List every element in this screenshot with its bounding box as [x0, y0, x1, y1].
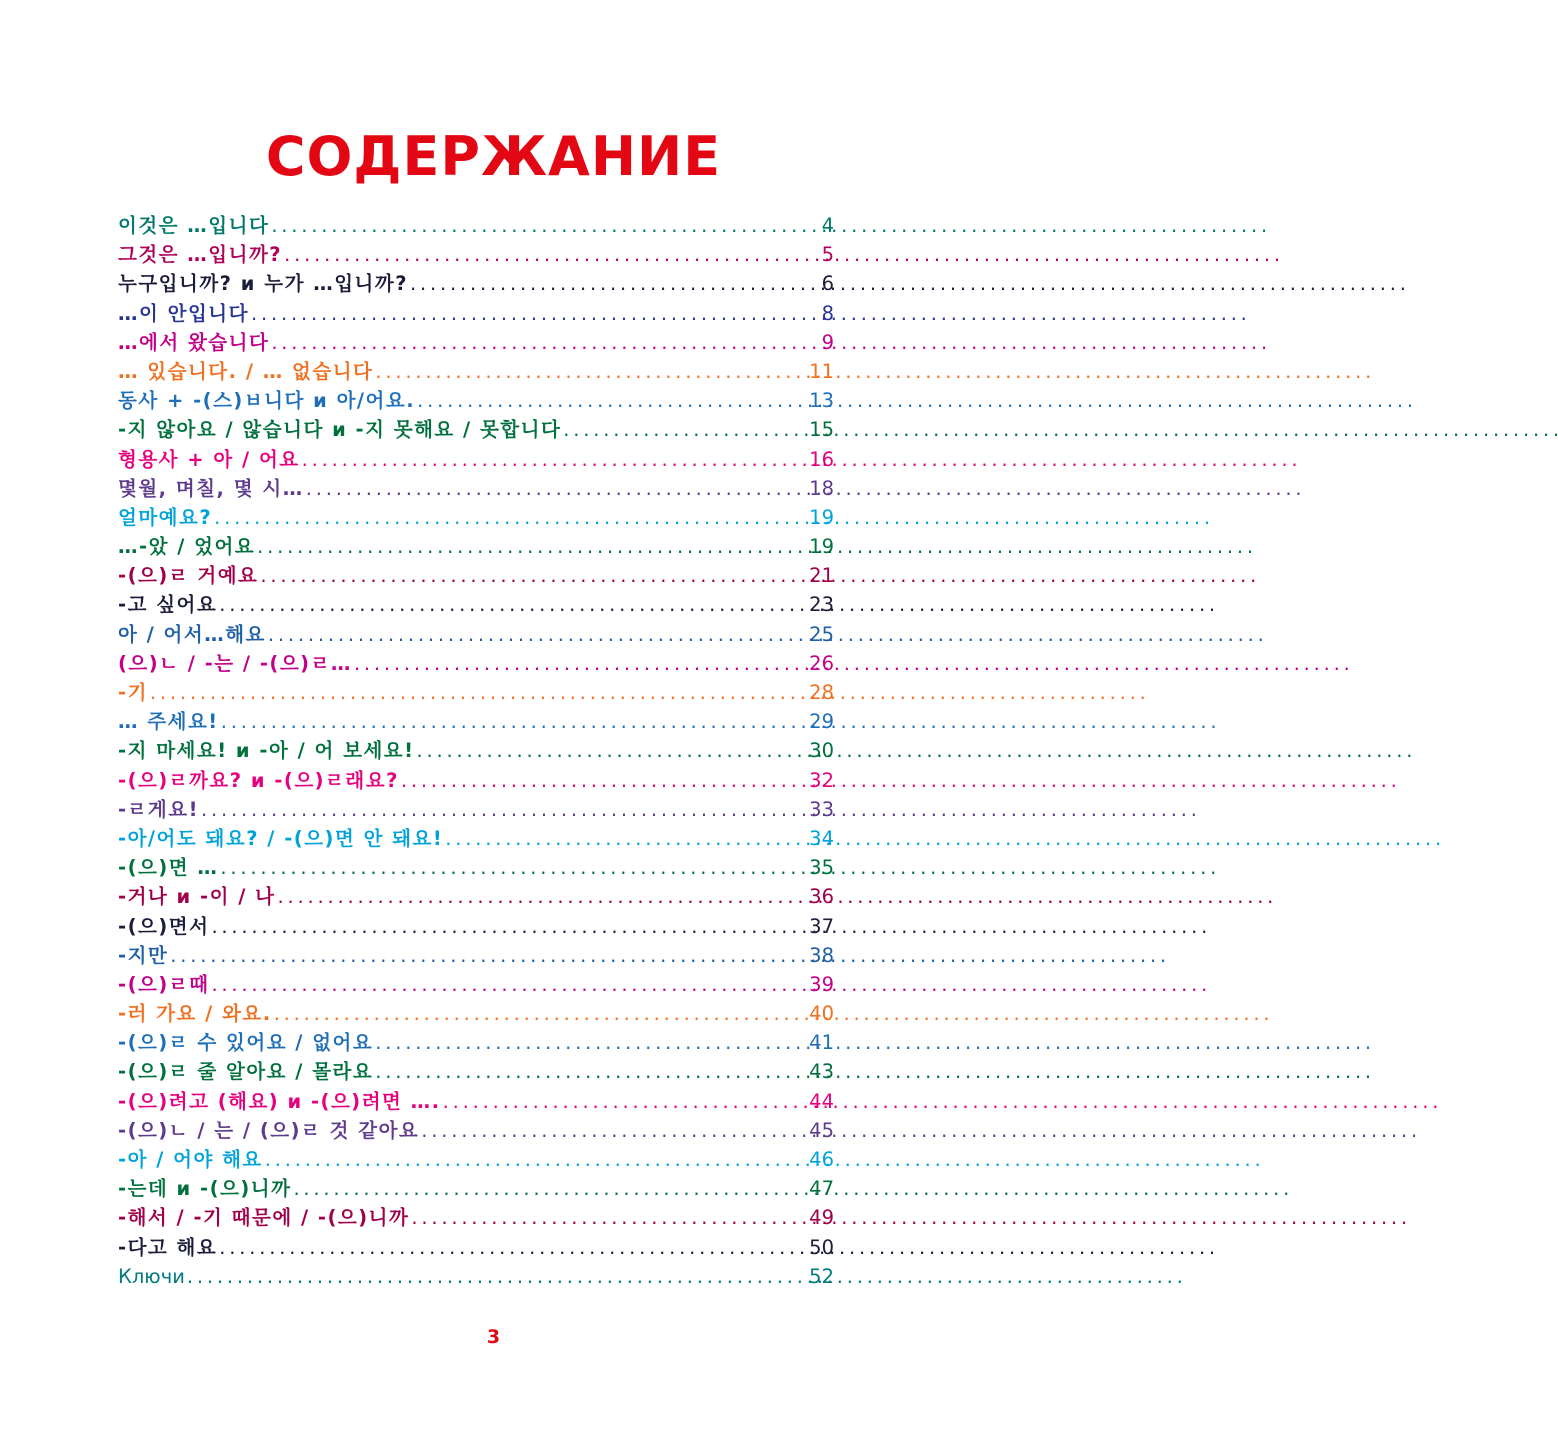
toc-entry-page-number: 6 [821, 272, 834, 296]
dot-leader [209, 912, 808, 941]
toc-entry-title: -(으)ㄴ / 는 / (으)ㄹ 것 같아요 [118, 1118, 420, 1142]
toc-entry[interactable] [118, 1057, 834, 1086]
toc-entry-title: 얼마예요? [118, 505, 213, 529]
toc-entry[interactable] [118, 882, 834, 911]
dot-leader [399, 766, 808, 795]
toc-entry-title: -기 [118, 681, 148, 704]
toc-entry[interactable] [118, 1087, 834, 1116]
toc-entry-page-number: 36 [809, 885, 834, 909]
toc-entry-page-number: 15 [809, 418, 834, 442]
dot-leader [148, 678, 808, 707]
toc-entry[interactable] [118, 211, 834, 240]
toc-entry-page-number: 39 [809, 972, 834, 996]
toc-entry[interactable] [118, 590, 834, 619]
toc-entry-page-number: 41 [809, 1031, 834, 1055]
toc-entry-title: 아 / 어서…해요 [118, 622, 266, 646]
dot-leader [373, 357, 808, 386]
toc-entry-page-number: 11 [809, 359, 834, 383]
toc-entry-page-number: 32 [809, 768, 834, 792]
toc-entry-page-number: 18 [809, 476, 834, 500]
dot-leader [441, 1087, 809, 1116]
page-number: 3 [486, 1326, 501, 1348]
toc-entry-page-number: 37 [809, 914, 834, 938]
dot-leader [272, 999, 808, 1028]
dot-leader [561, 415, 808, 444]
toc-entry-page-number: 52 [809, 1264, 834, 1288]
toc-entry-title: 몇월, 며칠, 몇 시… [118, 476, 304, 500]
toc-entry[interactable] [118, 766, 834, 795]
dot-leader [352, 649, 808, 678]
dot-leader [209, 970, 808, 999]
dot-leader [304, 474, 808, 503]
toc-entry-title: 누구입니까? и 누가 …입니까? [118, 272, 409, 296]
toc-entry[interactable] [118, 853, 834, 882]
toc-entry-title: -지 않아요 / 않습니다 и -지 못해요 / 못합니다 [118, 418, 562, 442]
toc-entry-page-number: 50 [809, 1235, 834, 1259]
toc-entry-title: -(으)려고 (해요) и -(으)려면 …. [118, 1089, 441, 1113]
dot-leader [217, 590, 808, 619]
table-of-contents [118, 211, 834, 1291]
dot-leader [419, 1116, 808, 1145]
toc-entry-title: -는데 и -(으)니까 [118, 1177, 292, 1201]
toc-entry[interactable] [118, 649, 834, 678]
toc-entry[interactable] [118, 1262, 834, 1291]
toc-entry[interactable] [118, 415, 834, 444]
toc-entry-title: -지만 [118, 943, 169, 967]
dot-leader [263, 1145, 808, 1174]
toc-entry-page-number: 47 [809, 1177, 834, 1201]
toc-entry-page-number: 16 [809, 447, 834, 471]
dot-leader [300, 445, 809, 474]
toc-entry[interactable] [118, 1174, 834, 1203]
toc-entry-page-number: 38 [809, 943, 834, 967]
toc-entry-title: -(으)ㄹ 거예요 [118, 564, 259, 588]
toc-entry-title: -거나 и -이 / 나 [118, 885, 276, 909]
toc-entry[interactable] [118, 824, 834, 853]
dot-leader [291, 1174, 808, 1203]
toc-entry[interactable] [118, 532, 834, 561]
toc-entry-title: -해서 / -기 때문에 / -(으)니까 [118, 1206, 410, 1230]
toc-entry[interactable] [118, 941, 834, 970]
toc-entry[interactable] [118, 707, 834, 736]
toc-entry[interactable] [118, 620, 834, 649]
toc-entry[interactable] [118, 1145, 834, 1174]
dot-leader [415, 736, 809, 765]
dot-leader [408, 269, 821, 298]
toc-entry[interactable] [118, 1233, 834, 1262]
toc-entry-title: …에서 왔습니다 [118, 330, 270, 354]
toc-entry-title: …-았 / 었어요 [118, 535, 256, 559]
toc-entry-page-number: 8 [821, 301, 834, 325]
toc-entry-title: -러 가요 / 와요. [118, 1002, 272, 1026]
toc-entry-page-number: 28 [809, 681, 834, 704]
toc-entry[interactable] [118, 269, 834, 298]
toc-entry-page-number: 43 [809, 1060, 834, 1084]
toc-entry[interactable] [118, 328, 834, 357]
toc-entry-page-number: 9 [821, 330, 834, 354]
toc-entry-page-number: 30 [809, 739, 834, 763]
dot-leader [415, 386, 808, 415]
toc-entry-page-number: 5 [821, 243, 834, 267]
toc-entry-page-number: 44 [809, 1089, 834, 1113]
dot-leader [373, 1057, 808, 1086]
toc-entry-title: … 주세요! [118, 710, 219, 734]
toc-entry-page-number: 4 [821, 214, 834, 237]
dot-leader [269, 328, 820, 357]
toc-entry-page-number: 13 [809, 389, 834, 413]
dot-leader [218, 853, 808, 882]
toc-entry-page-number: 33 [809, 797, 834, 821]
dot-leader [373, 1028, 808, 1057]
dot-leader [185, 1262, 808, 1291]
toc-entry-title: -(으)면 … [118, 856, 219, 880]
dot-leader [275, 882, 808, 911]
toc-entry[interactable] [118, 561, 834, 590]
toc-entry-title: -(으)ㄹ 줄 알아요 / 몰라요 [118, 1060, 374, 1084]
toc-entry-page-number: 26 [809, 651, 834, 675]
toc-entry-page-number: 21 [809, 564, 834, 588]
dot-leader [217, 1233, 808, 1262]
dot-leader [255, 532, 808, 561]
dot-leader [199, 795, 808, 824]
toc-entry-title: -다고 해요 [118, 1235, 218, 1259]
dot-leader [212, 503, 808, 532]
toc-entry-title: … 있습니다. / … 없습니다 [118, 359, 374, 383]
toc-entry-title: -(으)면서 [118, 914, 210, 938]
toc-entry[interactable] [118, 678, 834, 707]
toc-entry-page-number: 46 [809, 1148, 834, 1171]
toc-entry-page-number: 25 [809, 622, 834, 646]
toc-entry[interactable] [118, 357, 834, 386]
toc-entry[interactable] [118, 970, 834, 999]
toc-entry-title: …이 안입니다 [118, 301, 249, 325]
toc-entry[interactable] [118, 1116, 834, 1145]
toc-entry[interactable] [118, 1203, 834, 1232]
toc-entry-title: -ㄹ게요! [118, 797, 199, 821]
page-title: СОДЕРЖАНИЕ [265, 125, 722, 188]
toc-entry[interactable] [118, 1028, 834, 1057]
toc-entry-title: -(으)ㄹ때 [118, 972, 210, 996]
toc-entry-title: (으)ㄴ / -는 / -(으)ㄹ… [118, 651, 352, 675]
toc-entry[interactable] [118, 299, 834, 328]
toc-entry[interactable] [118, 999, 834, 1028]
toc-entry[interactable] [118, 240, 834, 269]
dot-leader [409, 1203, 808, 1232]
toc-entry-page-number: 45 [809, 1118, 834, 1142]
toc-entry-page-number: 23 [809, 593, 834, 617]
toc-entry-page-number: 49 [809, 1206, 834, 1230]
dot-leader [219, 707, 808, 736]
toc-entry-page-number: 40 [809, 1002, 834, 1026]
toc-entry-title: -아 / 어야 해요 [118, 1148, 263, 1171]
toc-entry-title: 동사 + -(스)ㅂ니다 и 아/어요. [118, 389, 416, 413]
toc-entry[interactable] [118, 912, 834, 941]
dot-leader [443, 824, 808, 853]
toc-entry-title: -(으)ㄹ 수 있어요 / 없어요 [118, 1031, 374, 1055]
dot-leader [249, 299, 821, 328]
dot-leader [266, 620, 808, 649]
toc-entry-title: -고 싶어요 [118, 593, 218, 617]
toc-entry-title: Ключи [118, 1264, 185, 1288]
toc-entry[interactable] [118, 445, 834, 474]
toc-entry-page-number: 19 [809, 535, 834, 559]
toc-entry-page-number: 29 [809, 710, 834, 734]
toc-entry[interactable] [118, 503, 834, 532]
toc-entry[interactable] [118, 736, 834, 765]
toc-entry-title: 형용사 + 아 / 어요 [118, 447, 300, 471]
toc-entry-page-number: 34 [809, 826, 834, 850]
dot-leader [168, 941, 808, 970]
dot-leader [269, 211, 820, 240]
toc-entry-title: -지 마세요! и -아 / 어 보세요! [118, 739, 415, 763]
toc-entry-title: 이것은 …입니다 [118, 214, 270, 237]
toc-entry-title: 그것은 …입니까? [118, 243, 283, 267]
toc-entry-page-number: 35 [809, 856, 834, 880]
toc-entry[interactable] [118, 474, 834, 503]
toc-entry[interactable] [118, 386, 834, 415]
toc-entry-title: -아/어도 돼요? / -(으)면 안 돼요! [118, 826, 444, 850]
dot-leader [282, 240, 820, 269]
toc-entry[interactable] [118, 795, 834, 824]
dot-leader [258, 561, 808, 590]
toc-entry-page-number: 19 [809, 505, 834, 529]
toc-entry-title: -(으)ㄹ까요? и -(으)ㄹ래요? [118, 768, 399, 792]
